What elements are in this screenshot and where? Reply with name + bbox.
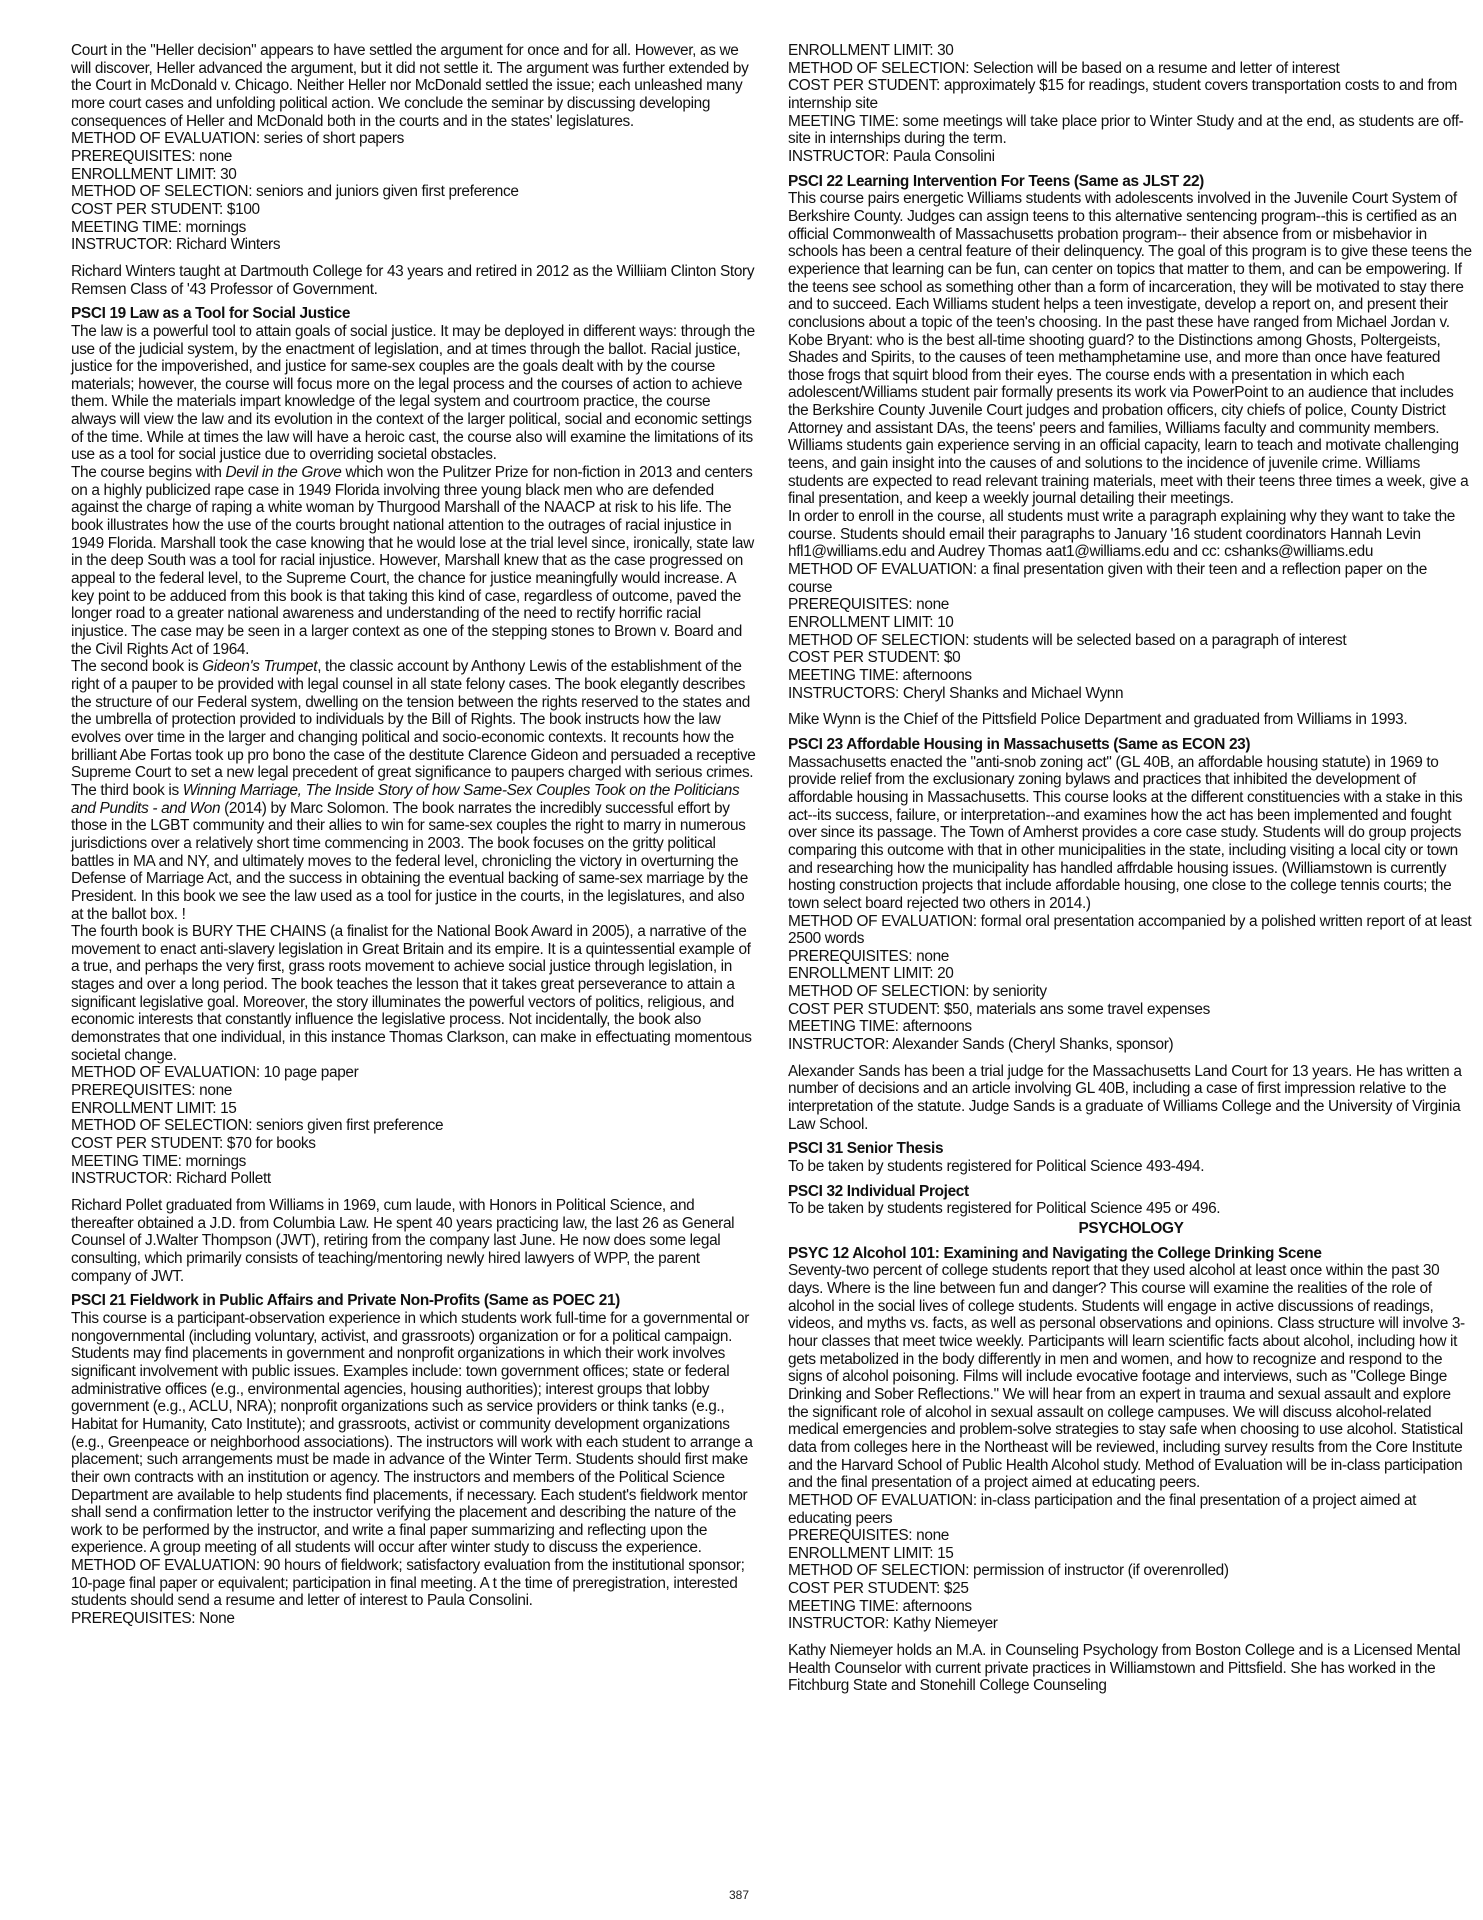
text-line: INSTRUCTOR: Alexander Sands (Cheryl Shanks, sponsor): [788, 1036, 1174, 1054]
text-line: PREREQUISITES: none: [71, 1082, 233, 1100]
paragraph-text: , the classic account by Anthony Lewis of the establishment of the right of a pauper to be provided with legal counsel in all state felony cases. The book elegantly describes the structure of our Federal system, dwelling on the tension between the rights reserved to the states and the umbrella of protection provided to individuals by the Bill of Rights. The book instructs how the law evolves over time in the larger and changing political and socio-economic contexts. It recounts how the brilliant Abe Fortas took up pro bono the case of the destitute Clarence Gideon and persuaded a receptive: [71, 658, 756, 764]
text-line: METHOD OF SELECTION: by seniority: [788, 983, 1047, 1001]
text-line: ENROLLMENT LIMIT: 30: [71, 165, 237, 183]
text-line: METHOD OF SELECTION: permission of instructor (if overenrolled): [788, 1562, 1229, 1580]
instructor-bio: Mike Wynn is the Chief of the Pittsfield Police Department and graduated from Williams in 1993.: [788, 711, 1408, 729]
course-heading: PSCI 32 Individual Project: [788, 1182, 969, 1200]
page-number: 387: [729, 1888, 750, 1902]
text-line: METHOD OF SELECTION: students will be selected based on a paragraph of interest: [788, 631, 1347, 649]
text-line: ENROLLMENT LIMIT: 20: [788, 965, 954, 983]
text-line: MEETING TIME: some meetings will take place prior to Winter Study and at the end, as students are off-site in internships during the term.: [788, 112, 1464, 148]
text-line: PREREQUISITES: none: [788, 1527, 950, 1545]
text-line: METHOD OF EVALUATION: formal oral presentation accompanied by a polished written report of at least 2500 words: [788, 912, 1472, 948]
text-line: PREREQUISITES: none: [788, 947, 950, 965]
text-line: METHOD OF SELECTION: Selection will be based on a resume and letter of interest: [788, 59, 1340, 77]
text-line: MEETING TIME: afternoons: [788, 1597, 972, 1615]
text-line: INSTRUCTORS: Cheryl Shanks and Michael Wynn: [788, 684, 1124, 702]
course-heading: PSCI 22 Learning Intervention For Teens (Same as JLST 22): [788, 172, 1204, 190]
text-line: ENROLLMENT LIMIT: 15: [788, 1544, 954, 1562]
text-line: METHOD OF EVALUATION: a final presentation given with their teen and a reflection paper on the course: [788, 561, 1427, 596]
paragraph: [71, 658, 757, 764]
text-line: INSTRUCTOR: Richard Winters: [71, 236, 281, 254]
book-title: Gideon's Trumpet: [202, 658, 318, 676]
course-heading: PSCI 31 Senior Thesis: [788, 1140, 944, 1158]
course-heading: PSYC 12 Alcohol 101: Examining and Navigating the College Drinking Scene: [788, 1244, 1322, 1262]
text-line: INSTRUCTOR: Richard Pollett: [71, 1170, 271, 1188]
course-heading: PSCI 21 Fieldwork in Public Affairs and Private Non-Profits (Same as POEC 21): [71, 1292, 620, 1310]
right-column: [788, 42, 1474, 1695]
instructor-bio: Kathy Niemeyer holds an M.A. in Counseling Psychology from Boston College and is a Licensed Mental Health Counselor with current private practices in Williamstown and Pittsfield. She has worked in the Fitchburg State and Stonehill College Counseling: [788, 1642, 1461, 1695]
course-heading: PSCI 19 Law as a Tool for Social Justice: [71, 305, 351, 323]
text-line: METHOD OF EVALUATION: series of short papers: [71, 130, 404, 148]
text-line: MEETING TIME: mornings: [71, 218, 247, 236]
course-heading: PSCI 23 Affordable Housing in Massachusetts (Same as ECON 23): [788, 735, 1251, 753]
text-line: PREREQUISITES: None: [71, 1610, 235, 1628]
paragraph-text: The third book is: [71, 781, 183, 799]
text-line: MEETING TIME: afternoons: [788, 1018, 972, 1036]
text-line: COST PER STUDENT: $70 for books: [71, 1135, 316, 1153]
text-line: Massachusetts enacted the "anti-snob zoning act" (GL 40B, an affordable housing statute) in 1969 to provide relief from the exclusionary zoning bylaws and practices that inhibited the development of affordable housing in Massachusetts. This course looks at the different constituencies with a stake in this act--its success, failure, or interpretation--and examines how the act has been implemented and fought over since its passage. The Town of Amherst provides a core case study. Students will do group projects comparing this outcome with that in other municipalities in the state, including visiting a local city or town and researching how the municipality has handled affrdable housing issues. (Williamstown is currently hosting construction projects that include affordable housing, one close to the college tennis courts; the town select board rejected two others in 2014.): [788, 753, 1463, 912]
instructor-bio: Richard Winters taught at Dartmouth College for 43 years and retired in 2012 as the Williiam Clinton Story Remsen Class of '43 Professor of Government.: [71, 262, 755, 298]
text-line: To be taken by students registered for Political Science 495 or 496.: [788, 1200, 1221, 1218]
paragraph: [71, 782, 757, 923]
text-line: COST PER STUDENT: $25: [788, 1580, 969, 1598]
department-heading: PSYCHOLOGY: [1078, 1220, 1184, 1237]
text-line: ENROLLMENT LIMIT: 30: [788, 42, 954, 59]
text-line: The fourth book is BURY THE CHAINS (a finalist for the National Book Award in 2005), a narrative of the movement to enact anti-slavery legislation in Great Britain and its empire. It is a quintessential example of a true, and perhaps the very first, grass roots movement to achieve social justice through legislation, in stages and over a long period. The book teaches the lesson that it takes great perseverance to attain a significant legislative goal. Moreover, the story illuminates the powerful vectors of politics, religious, and economic interests that constantly influence the legislative process. Not incidentally, the book also demonstrates that one individual, in this instance Thomas Clarkson, can make in effectuating momentous societal change.: [71, 923, 752, 1064]
paragraph-text: (2014) by Marc Solomon. The book narrates the incredibly successful effort by those in the LGBT community and their allies to win for same-sex couples the right to marry in numerous jurisdictions over a relatively short time commencing in 2003. The book focuses on the gritty political battles in MA and NY, and ultimately moves to the federal level, chronicling the victory in overturning the Defense of Marriage Act, and the success in obtaining the eventual backing of same-sex marriage by the President. In this book we see the law used as a tool for justice in the courts, in the legislatures, and also at the ballot box. !: [71, 799, 748, 923]
left-column: [71, 42, 757, 1628]
instructor-bio: Richard Pollet graduated from Williams in 1969, cum laude, with Honors in Political Science, and thereafter obtained a J.D. from Columbia Law. He spent 40 years practicing law, the last 26 as General Counsel of J.Walter Thompson (JWT), retiring from the company last June. He now does some legal consulting, which primarily consists of teaching/mentoring newly hired lawyers of WPP, the parent company of JWT.: [71, 1197, 735, 1285]
text-line: COST PER STUDENT: approximately $15 for readings, student covers transportation costs to and from internship site: [788, 77, 1457, 112]
paragraph: [71, 464, 757, 658]
text-line: METHOD OF SELECTION: seniors given first preference: [71, 1117, 444, 1135]
text-line: This course pairs energetic Williams students with adolescents involved in the Juvenile Court System of Berkshire County. Judges can assign teens to this alternative sentencing program--this is certified as an official Commonwealth of Massachusetts probation program-- their absence from or misbehavior in schools has been a central feature of their delinquency. The goal of this program is to give these teens the experience that learning can be fun, can center on topics that matter to them, and can be empowering. If the teens see school as something other than a form of incarceration, they will be motivated to stay there and to succeed. Each Williams student helps a teen investigate, develop a report on, and present their conclusions about a topic of the teen's choosing. In the past these have ranged from Michael Jordan v. Kobe Bryant: who is the best all-time shooting guard? to the Distinctions among Ghosts, Poltergeists, Shades and Spirits, to the causes of teen methamphetamine use, and more than once have featured those frogs that squirt blood from their eyes. The course ends with a presentation in which each adolescent/Williams student pair formally presents its work via PowerPoint to an audience that includes the Berkshire County Juvenile Court judges and probation officers, city chiefs of police, County District Attorney and assistant DAs, the teens' peers and families, Williams faculty and community members. Williams students gain experience serving in an official capacity, learn to teach and motivate challenging teens, and gain insight into the causes of and solutions to the incidence of juvenile crime. Williams students are expected to read relevant training materials, meet with their teens three times a week, give a final presentation, and keep a weekly journal detailing their meetings.: [788, 190, 1472, 508]
paragraph-text: The course begins with: [71, 464, 226, 482]
text-line: METHOD OF EVALUATION: in-class participation and the final presentation of a project aimed at educating peers: [788, 1491, 1417, 1527]
text-line: Supreme Court to set a new legal precedent of great significance to paupers charged with serious crimes.: [71, 764, 754, 782]
text-line: INSTRUCTOR: Kathy Niemeyer: [788, 1615, 998, 1633]
text-line: METHOD OF EVALUATION: 90 hours of fieldwork; satisfactory evaluation from the institutional sponsor; 10-page final paper or equivalent; participation in final meeting. A t the time of preregistration, interested students should send a resume and letter of interest to Paula Consolini.: [71, 1557, 745, 1610]
text-line: PREREQUISITES: none: [71, 147, 233, 165]
paragraph-text: which won the Pulitzer Prize for non-fiction in 2013 and centers on a highly publicized rape case in 1949 Florida involving three young black men who are defended against the charge of raping a white woman by Thurgood Marshall of the NAACP at risk to his life. The book illustrates how the use of the courts brought national attention to the outrages of racial injustice in 1949 Florida. Marshall took the case knowing that he would lose at the trial level since, ironically, state law in the deep South was a tool for racial injustice. However, Marshall knew that as the case progressed on appeal to the federal level, to the Supreme Court, the chance for justice meaningfully would increase. A key point to be adduced from this book is that taking this kind of case, regardless of outcome, paved the longer road to a greater national awareness and understanding of the need to rectify horrific racial injustice. The case may be seen in a larger context as one of the stepping stones to Brown v. Board and the Civil Rights Act of 1964.: [71, 464, 754, 658]
book-title: Devil in the Grove: [225, 464, 342, 482]
book-title: Winning Marriage, The Inside Story of how Same-Sex Couples Took on the Politicians and Pundits - and Won: [71, 781, 740, 817]
instructor-bio: Alexander Sands has been a trial judge for the Massachusetts Land Court for 13 years. He has written a number of decisions and an article involving GL 40B, including a case of first impression relative to the interpretation of the statute. Judge Sands is a graduate of Williams College and the University of Virginia Law School.: [788, 1062, 1462, 1133]
text-line: In order to enroll in the course, all students must write a paragraph explaining why they want to take the course. Students should email their paragraphs to January '16 student coordinators Hannah Levin hfl1@williams.edu and Audrey Thomas aat1@williams.edu and cc: cshanks@williams.edu: [788, 508, 1455, 561]
text-line: Court in the "Heller decision" appears to have settled the argument for once and for all. However, as we will discover, Heller advanced the argument, but it did not settle it. The argument was further extended by the Court in McDonald v. Chicago. Neither Heller nor McDonald settled the issue; each unleashed many more court cases and unfolding political action. We conclude the seminar by discussing developing consequences of Heller and McDonald both in the courts and in the states' legislatures.: [71, 42, 749, 130]
text-line: This course is a participant-observation experience in which students work full-time for a governmental or nongovernmental (including voluntary, activist, and grassroots) organization or for a political campaign. Students may find placements in government and nonprofit organizations in which their work involves significant involvement with public issues. Examples include: town government offices; state or federal administrative offices (e.g., environmental agencies, housing authorities); interest groups that lobby government (e.g., ACLU, NRA); nonprofit organizations such as service providers or think tanks (e.g., Habitat for Humanity, Cato Institute); and grassroots, activist or community development organizations (e.g., Greenpeace or neighborhood associations). The instructors will work with each student to arrange a placement; such arrangements must be made in advance of the Winter Term. Students should first make their own contracts with an institution or agency. The instructors and members of the Political Science Department are available to help students find placements, if necessary. Each student's fieldwork mentor shall send a confirmation letter to the instructor verifying the placement and describing the nature of the work to be performed by the instructor, and write a final paper summarizing and reflecting upon the experience. A group meeting of all students will occur after winter study to discuss the experience.: [71, 1309, 753, 1557]
text-line: COST PER STUDENT: $50, materials ans some travel expenses: [788, 1000, 1210, 1018]
text-line: METHOD OF SELECTION: seniors and juniors given first preference: [71, 183, 519, 201]
text-line: METHOD OF EVALUATION: 10 page paper: [71, 1064, 359, 1082]
text-line: ENROLLMENT LIMIT: 15: [71, 1099, 237, 1117]
text-line: COST PER STUDENT: $0: [788, 649, 961, 667]
text-line: PREREQUISITES: none: [788, 596, 950, 614]
text-line: INSTRUCTOR: Paula Consolini: [788, 147, 995, 165]
text-line: To be taken by students registered for Political Science 493-494.: [788, 1158, 1205, 1176]
paragraph-text: The second book is: [71, 658, 203, 676]
text-line: MEETING TIME: mornings: [71, 1152, 247, 1170]
text-line: COST PER STUDENT: $100: [71, 200, 260, 218]
text-line: The law is a powerful tool to attain goals of social justice. It may be deployed in different ways: through the use of the judicial system, by the enactment of legislation, and at times through the ballot. Racial justice, justice for the impoverished, and justice for same-sex couples are the goals dealt with by the course materials; however, the course will focus more on the legal process and the courses of action to achieve them. While the materials impart knowledge of the legal system and courtroom practice, the course always will view the law and its evolution in the context of the larger political, social and economic settings of the time. While at times the law will have a heroic cast, the course also will examine the limitations of its use as a tool for social justice due to overriding societal obstacles.: [71, 322, 755, 464]
text-line: MEETING TIME: afternoons: [788, 666, 972, 684]
text-line: ENROLLMENT LIMIT: 10: [788, 614, 954, 631]
text-line: Seventy-two percent of college students report that they used alcohol at least once within the past 30 days. Where is the line between fun and danger? This course will examine the realities of the role of alcohol in the social lives of college students. Students will engage in active discussions of readings, videos, and myths vs. facts, as well as personal observations and opinions. Class structure will involve 3-hour classes that meet twice weekly. Participants will learn scientific facts about alcohol, including how it gets metabolized in the body differently in men and women, and how to recognize and respond to the signs of alcohol poisoning. Films will include evocative footage and interviews, such as "College Binge Drinking and Sober Reflections." We will hear from an expert in trauma and sexual assault and explore the significant role of alcohol in sexual assault on college campuses. We will discuss alcohol-related medical emergencies and problem-solve strategies to stay safe when choosing to use alcohol. Statistical data from colleges here in the Northeast will be reviewed, including survey results from the Core Institute and the Harvard School of Public Health Alcohol study. Method of Evaluation will be in-class participation and the final presentation of a project aimed at educating peers.: [788, 1262, 1465, 1492]
